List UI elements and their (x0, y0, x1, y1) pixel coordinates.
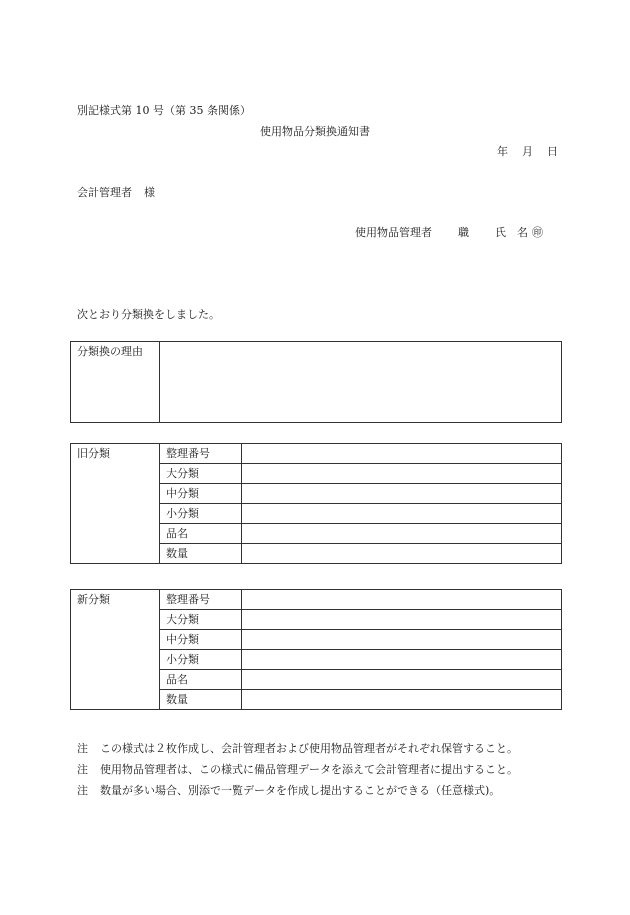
note-mark: 注 (77, 784, 88, 797)
reason-label: 分類換の理由 (71, 342, 160, 423)
new-row-value[interactable] (242, 690, 562, 710)
new-row-label: 小分類 (160, 650, 242, 670)
table-row (71, 590, 562, 610)
new-row-label: 中分類 (160, 630, 242, 650)
table-row (71, 444, 562, 464)
sender-block (355, 224, 543, 240)
old-row-label: 小分類 (160, 504, 242, 524)
note-mark: 注 (77, 763, 88, 776)
new-row-label: 大分類 (160, 610, 242, 630)
notes (77, 738, 518, 801)
new-classification-table (70, 589, 562, 710)
old-row-label: 数量 (160, 544, 242, 564)
old-classification-table (70, 443, 562, 564)
new-row-label: 整理番号 (160, 590, 242, 610)
note-text: 使用物品管理者は、この様式に備品管理データを添えて会計管理者に提出すること。 (100, 763, 518, 776)
new-row-label: 数量 (160, 690, 242, 710)
note-text: 数量が多い場合、別添で一覧データを作成し提出することができる（任意様式)。 (100, 784, 501, 797)
note-item (77, 738, 518, 759)
form-number: 別記様式第 10 号（第 35 条関係） (77, 104, 251, 117)
reason-table (70, 341, 562, 423)
addressee-honorific: 様 (144, 186, 155, 199)
old-row-label: 整理番号 (160, 444, 242, 464)
new-row-value[interactable] (242, 670, 562, 690)
reason-row (71, 342, 562, 423)
old-classification-label: 旧分類 (71, 444, 160, 564)
date-year-label: 年 (497, 145, 508, 158)
addressee-name: 会計管理者 (77, 186, 132, 199)
sender-rank-label: 職 (458, 226, 469, 239)
document-title: 使用物品分類換通知書 (260, 125, 370, 138)
new-row-value[interactable] (242, 650, 562, 670)
new-row-label: 品名 (160, 670, 242, 690)
old-row-label: 大分類 (160, 464, 242, 484)
old-row-value[interactable] (242, 444, 562, 464)
note-mark: 注 (77, 742, 88, 755)
addressee (77, 184, 155, 200)
old-row-value[interactable] (242, 504, 562, 524)
old-row-label: 品名 (160, 524, 242, 544)
old-row-value[interactable] (242, 484, 562, 504)
old-row-value[interactable] (242, 544, 562, 564)
seal-mark: ㊞ (532, 226, 543, 239)
new-row-value[interactable] (242, 630, 562, 650)
new-row-value[interactable] (242, 590, 562, 610)
note-item (77, 780, 518, 801)
date-line (497, 143, 558, 159)
new-row-value[interactable] (242, 610, 562, 630)
old-row-value[interactable] (242, 524, 562, 544)
new-classification-label: 新分類 (71, 590, 160, 710)
note-text: この様式は２枚作成し、会計管理者および使用物品管理者がそれぞれ保管すること。 (100, 742, 518, 755)
date-month-label: 月 (522, 145, 533, 158)
old-row-label: 中分類 (160, 484, 242, 504)
sender-name-label: 氏 名 (495, 226, 528, 239)
intro-text: 次とおり分類換をしました。 (77, 308, 220, 321)
sender-role: 使用物品管理者 (355, 226, 432, 239)
reason-field[interactable] (160, 342, 562, 423)
date-day-label: 日 (547, 145, 558, 158)
old-row-value[interactable] (242, 464, 562, 484)
note-item (77, 759, 518, 780)
